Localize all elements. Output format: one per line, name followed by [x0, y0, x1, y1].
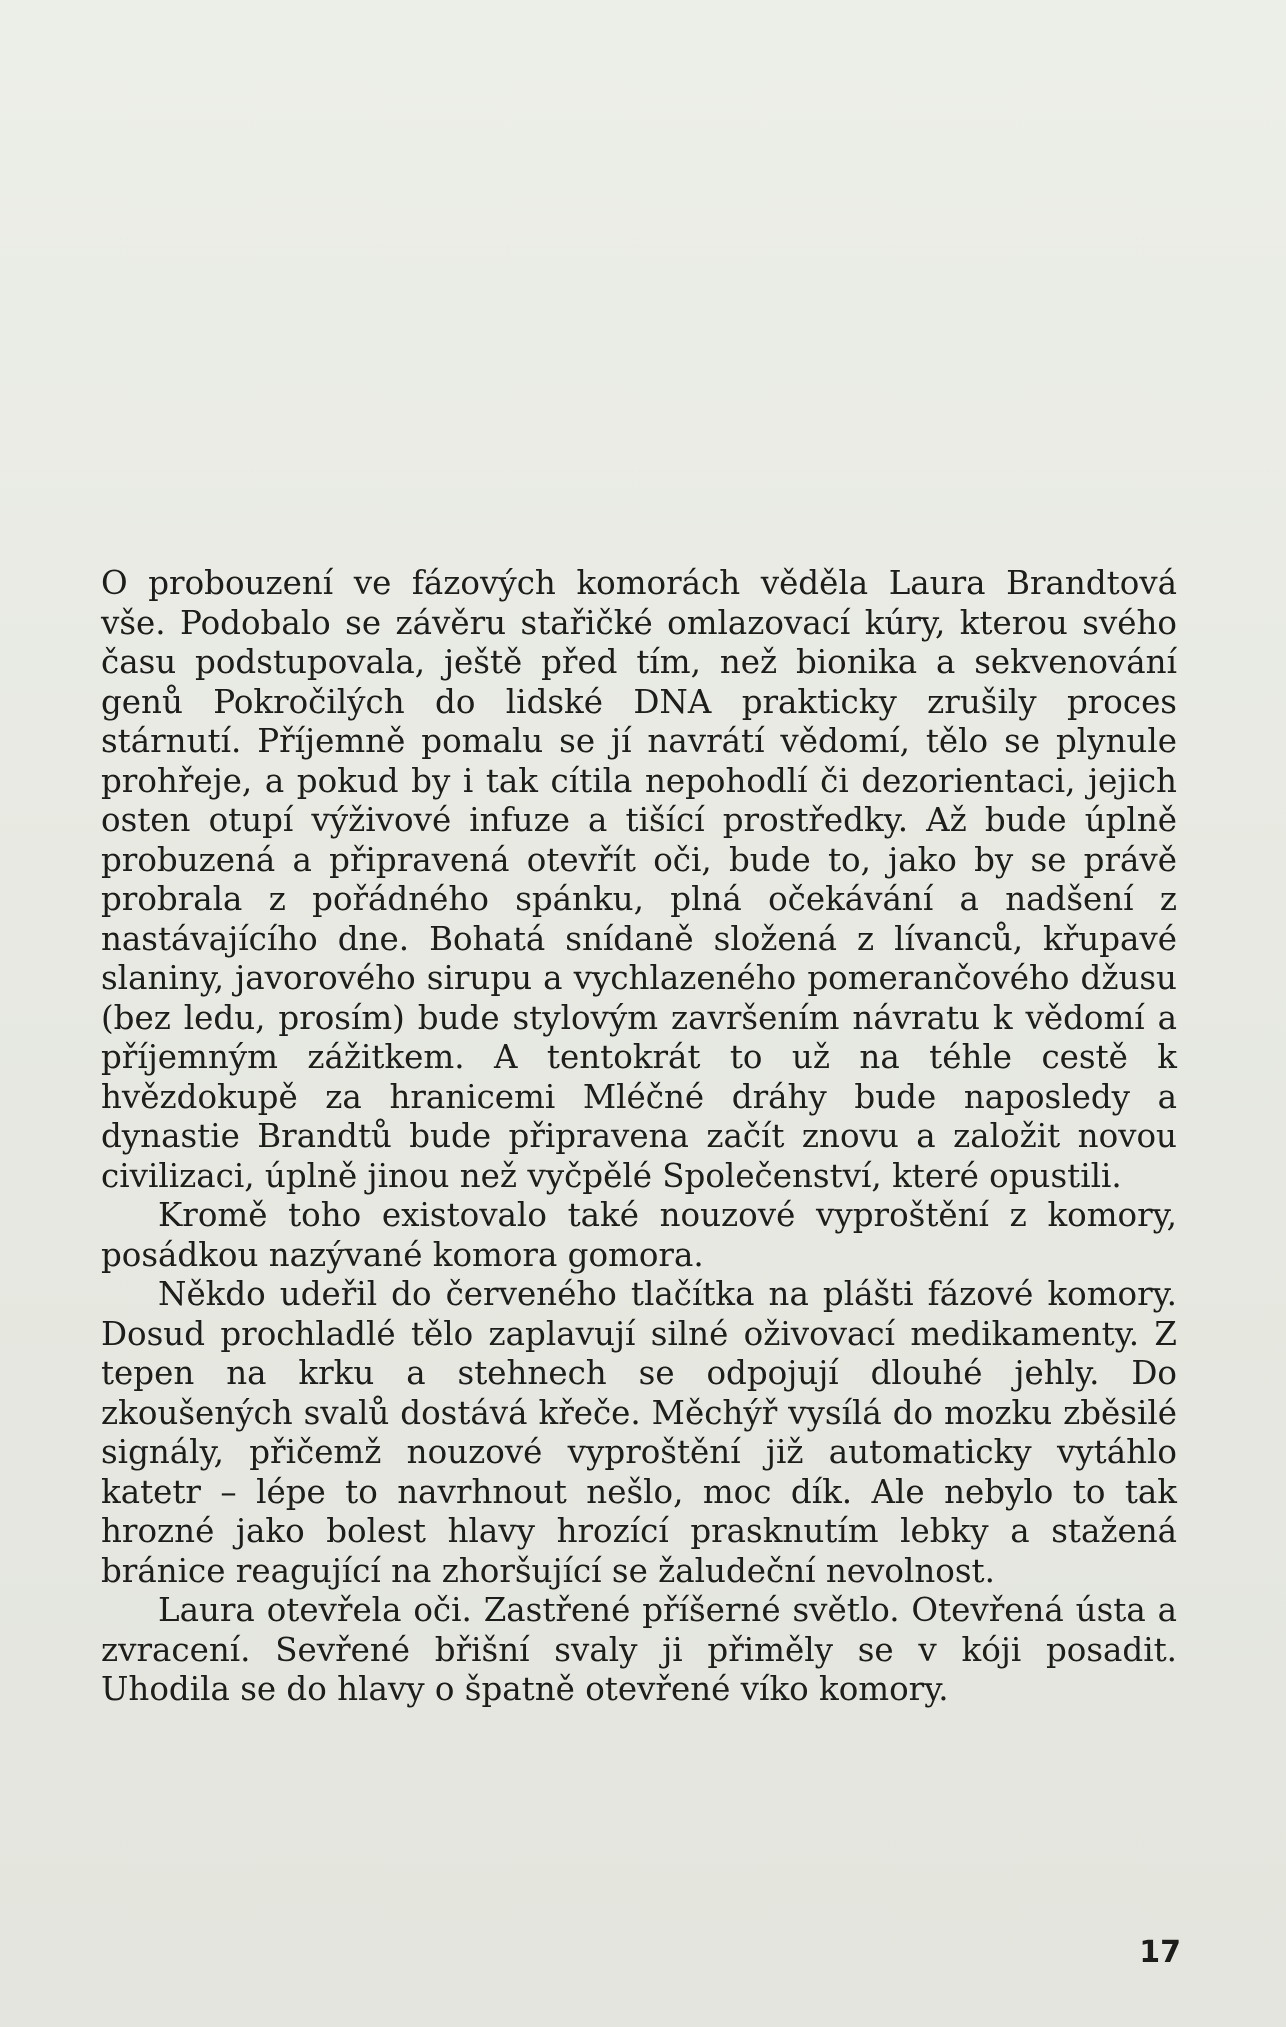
- page-number: 17: [1139, 1935, 1181, 1970]
- paragraph-4: Laura otevřela oči. Zastřené příšerné světlo. Otevřená ústa a zvracení. Sevřené břišní svaly ji přiměly se v kóji posadit. Uhodila se do hlavy o špatně otevřené víko komory.: [101, 1591, 1177, 1708]
- body-text: [101, 564, 1177, 1710]
- paragraph-3: Někdo udeřil do červeného tlačítka na plášti fázové komory. Dosud prochladlé tělo zaplavují silné oživovací medikamenty. Z tepen na krku a stehnech se odpojují dlouhé jehly. Do zkoušených svalů dostává křeče. Měchýř vysílá do mozku zběsilé signály, přičemž nouzové vyproštění již automaticky vytáhlo katetr – lépe to navrhnout nešlo, moc dík. Ale nebylo to tak hrozné jako bolest hlavy hrozící prasknutím lebky a stažená bránice reagující na zhoršující se žaludeční nevolnost.: [101, 1275, 1177, 1590]
- paragraph-1: O probouzení ve fázových komorách věděla Laura Brandtová vše. Podobalo se závěru stařičké omlazovací kúry, kterou svého času podstupovala, ještě před tím, než bionika a sekvenování genů Pokročilých do lidské DNA prakticky zrušily proces stárnutí. Příjemně pomalu se jí navrátí vědomí, tělo se plynule prohřeje, a pokud by i tak cítila nepohodlí či dezorientaci, jejich osten otupí výživové infuze a tišící prostředky. Až bude úplně probuzená a připravená otevřít oči, bude to, jako by se právě probrala z pořádného spánku, plná očekávání a nadšení z nastávajícího dne. Bohatá snídaně složená z lívanců, křupavé slaniny, javorového sirupu a vychlazeného pomerančového džusu (bez ledu, prosím) bude stylovým završením návratu k vědomí a příjemným zážitkem. A tentokrát to už na téhle cestě k hvězdokupě za hranicemi Mléčné dráhy bude naposledy a dynastie Brandtů bude připravena začít znovu a založit novou civilizaci, úplně jinou než vyčpělé Společenství, které opustili.: [101, 564, 1177, 1195]
- paragraph-2: Kromě toho existovalo také nouzové vyproštění z komory, posádkou nazývané komora gomora.: [101, 1196, 1177, 1274]
